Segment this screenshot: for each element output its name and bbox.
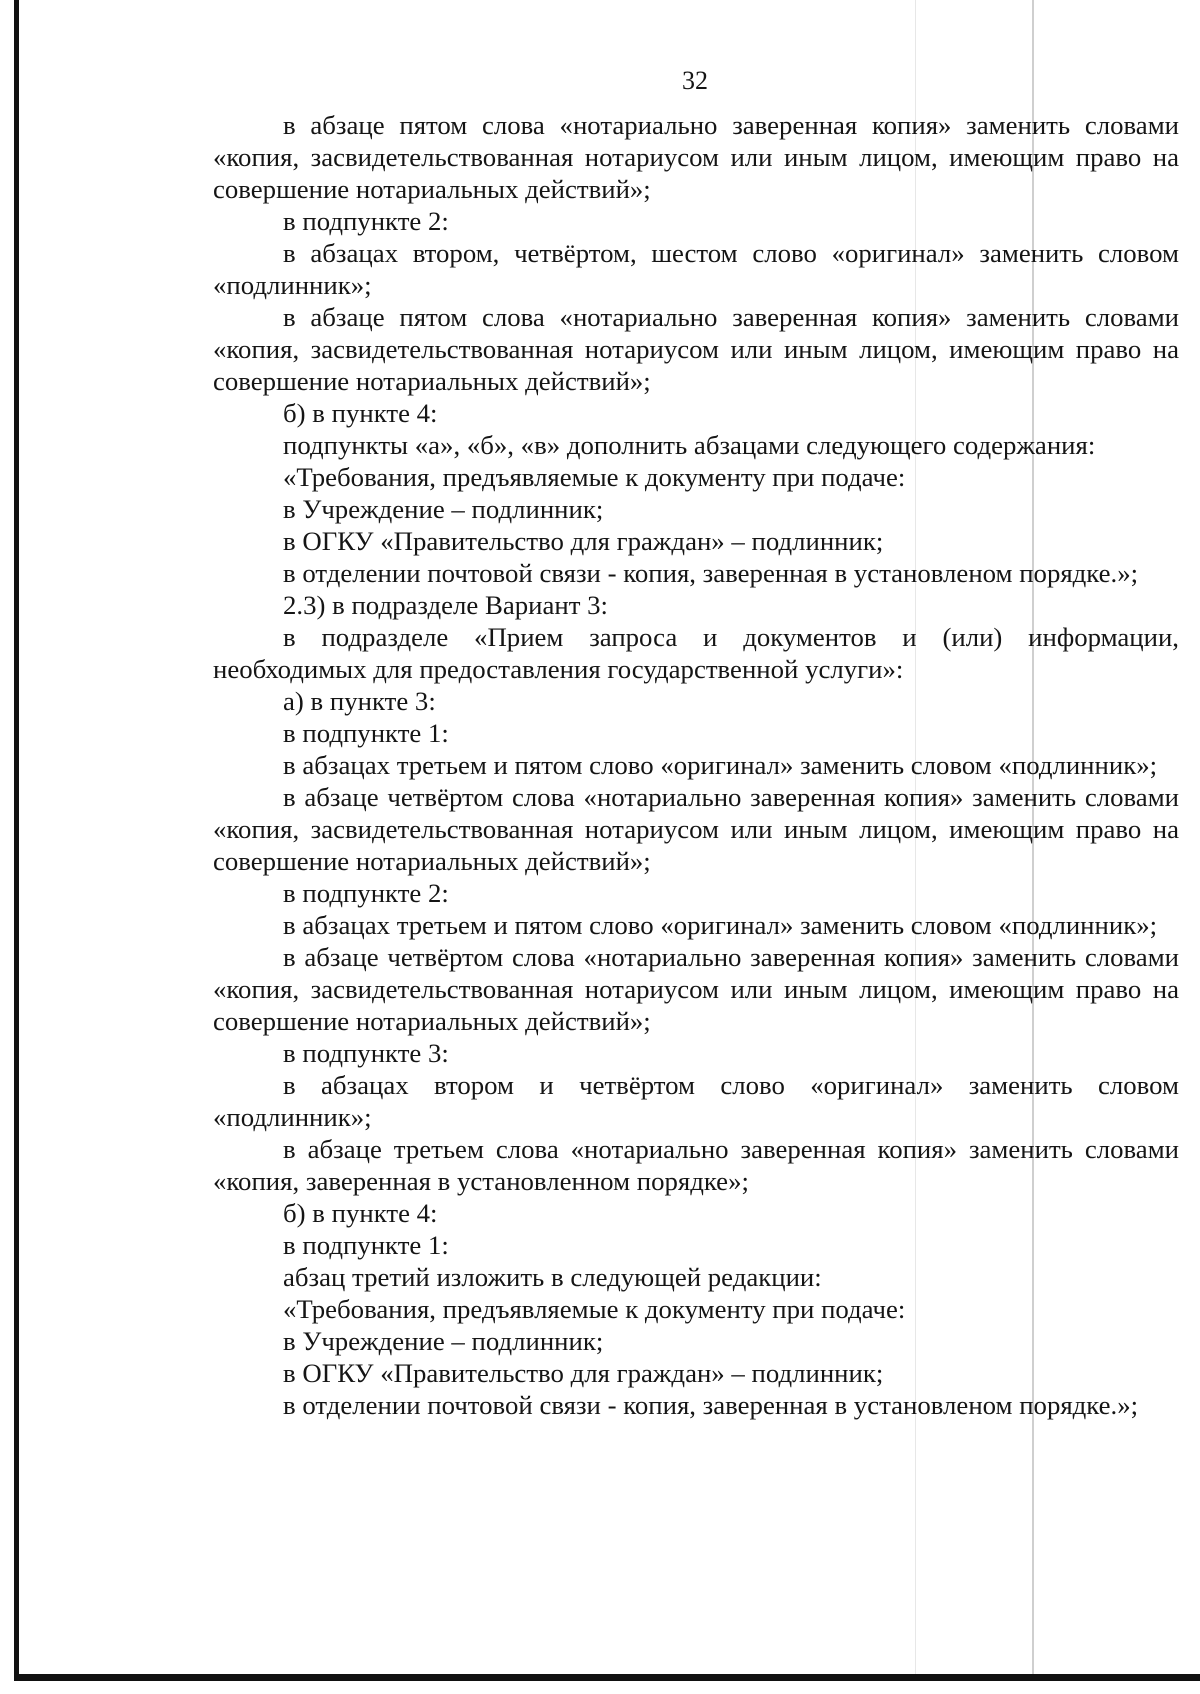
paragraph: 2.3) в подразделе Вариант 3: [283,590,608,620]
document-body [213,109,1179,1421]
paragraph: в Учреждение – подлинник; [283,494,604,524]
paragraph: в подпункте 1: [283,718,449,748]
paragraph: подпункты «а», «б», «в» дополнить абзацами следующего содержания: [283,430,1096,460]
paragraph: абзац третий изложить в следующей редакции: [283,1262,822,1292]
paragraph: в абзаце третьем слова «нотариально заверенная копия» заменить словами «копия, заверенная в установленном порядке»; [213,1134,1179,1196]
paragraph: б) в пункте 4: [283,1198,438,1228]
paragraph: б) в пункте 4: [283,398,438,428]
paragraph: в подпункте 3: [283,1038,449,1068]
paragraph: в абзаце пятом слова «нотариально заверенная копия» заменить словами «копия, засвидетельствованная нотариусом или иным лицом, имеющим право на совершение нотариальных действий»; [213,302,1179,396]
paragraph: в ОГКУ «Правительство для граждан» – подлинник; [283,1358,884,1388]
paragraph: в абзацах третьем и пятом слово «оригинал» заменить словом «подлинник»; [283,910,1158,940]
paragraph: в отделении почтовой связи - копия, заверенная в установленом порядке.»; [283,558,1139,588]
page-number: 32 [682,66,708,95]
scan-bottom-border [14,1674,1200,1681]
paragraph: «Требования, предъявляемые к документу при подаче: [283,1294,906,1324]
paragraph: в подпункте 2: [283,878,449,908]
paragraph: в абзацах третьем и пятом слово «оригинал» заменить словом «подлинник»; [283,750,1158,780]
paragraph: в подпункте 1: [283,1230,449,1260]
paragraph: в абзаце четвёртом слова «нотариально заверенная копия» заменить словами «копия, засвидетельствованная нотариусом или иным лицом, имеющим право на совершение нотариальных действий»; [213,942,1179,1036]
paragraph: в подразделе «Прием запроса и документов и (или) информации, необходимых для предоставления государственной услуги»: [213,622,1179,684]
scan-left-border [14,0,19,1680]
paragraph: в Учреждение – подлинник; [283,1326,604,1356]
paragraph: в подпункте 2: [283,206,449,236]
paragraph: в ОГКУ «Правительство для граждан» – подлинник; [283,526,884,556]
paragraph: в абзаце четвёртом слова «нотариально заверенная копия» заменить словами «копия, засвидетельствованная нотариусом или иным лицом, имеющим право на совершение нотариальных действий»; [213,782,1179,876]
paragraph: в отделении почтовой связи - копия, заверенная в установленом порядке.»; [283,1390,1139,1420]
paragraph: в абзаце пятом слова «нотариально заверенная копия» заменить словами «копия, засвидетельствованная нотариусом или иным лицом, имеющим право на совершение нотариальных действий»; [213,110,1179,204]
paragraph: в абзацах втором и четвёртом слово «оригинал» заменить словом «подлинник»; [213,1070,1179,1132]
paragraph: «Требования, предъявляемые к документу при подаче: [283,462,906,492]
paragraph: а) в пункте 3: [283,686,436,716]
paragraph: в абзацах втором, четвёртом, шестом слово «оригинал» заменить словом «подлинник»; [213,238,1179,300]
